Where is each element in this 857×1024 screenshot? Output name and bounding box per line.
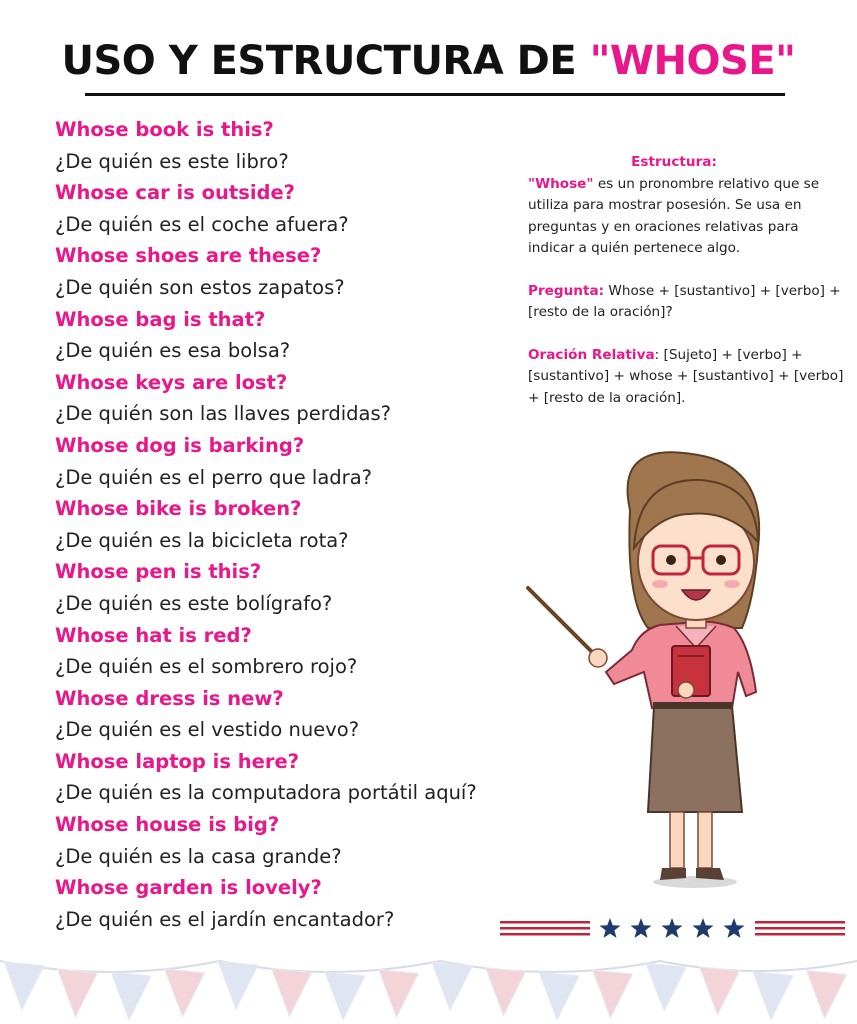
example-question: Whose keys are lost? — [55, 370, 288, 394]
question-label: Pregunta: — [528, 282, 605, 299]
structure-panel — [528, 152, 846, 409]
example-translation: ¿De quién es este bolígrafo? — [55, 591, 333, 615]
example-translation: ¿De quién es el vestido nuevo? — [55, 718, 360, 742]
bunting-flag — [807, 971, 847, 1019]
bunting-flag — [379, 969, 419, 1017]
bunting-flag — [646, 963, 686, 1011]
bunting-flag — [432, 962, 472, 1010]
star-icon — [724, 918, 745, 938]
bunting-flag — [539, 972, 579, 1020]
example-translation: ¿De quién es el coche afuera? — [55, 212, 349, 236]
stars-divider — [500, 912, 845, 946]
example-translation: ¿De quién es el jardín encantador? — [55, 907, 395, 931]
structure-heading: Estructura: — [631, 154, 717, 170]
example-question: Whose hat is red? — [55, 623, 252, 647]
star-icon — [662, 918, 683, 938]
example-translation: ¿De quién son las llaves perdidas? — [55, 402, 392, 426]
example-question: Whose shoes are these? — [55, 244, 322, 268]
structure-question — [528, 281, 846, 324]
star-icon — [600, 918, 621, 938]
intro-text: es un pronombre relativo que se utiliza para mostrar posesión. Se usa en preguntas y en oraciones relativas para indicar a quién pertenece algo. — [528, 175, 820, 256]
structure-intro — [528, 174, 846, 260]
title-highlight: "WHOSE" — [589, 38, 796, 84]
bunting-flag — [325, 972, 365, 1020]
example-question: Whose bag is that? — [55, 307, 266, 331]
example-translation: ¿De quién es la computadora portátil aquí? — [55, 781, 477, 805]
bunting-flag — [165, 969, 205, 1017]
example-question: Whose bike is broken? — [55, 497, 302, 521]
title-underline — [85, 93, 785, 96]
example-translation: ¿De quién es la bicicleta rota? — [55, 528, 349, 552]
bunting-flag — [58, 969, 98, 1017]
bunting-flag — [272, 968, 312, 1016]
bunting-flags — [0, 955, 857, 1024]
example-question: Whose car is outside? — [55, 181, 295, 205]
intro-term: "Whose" — [528, 175, 594, 192]
example-translation: ¿De quién es esa bolsa? — [55, 339, 291, 363]
bunting-flag — [486, 968, 526, 1016]
star-icon — [631, 918, 652, 938]
example-translation: ¿De quién es el sombrero rojo? — [55, 655, 358, 679]
bunting-flag — [4, 962, 44, 1010]
relative-text: : [Sujeto] + [verbo] + [sustantivo] + whose + [sustantivo] + [verbo] + [resto de la oración]. — [528, 346, 844, 406]
example-question: Whose laptop is here? — [55, 749, 300, 773]
bunting-flag — [111, 972, 151, 1020]
star-icon — [693, 918, 714, 938]
example-translation: ¿De quién es el perro que ladra? — [55, 465, 372, 489]
teacher-illustration — [520, 450, 780, 895]
question-text: Whose + [sustantivo] + [verbo] + [resto de la oración]? — [528, 282, 841, 320]
example-question: Whose pen is this? — [55, 560, 262, 584]
example-question: Whose dress is new? — [55, 686, 284, 710]
example-translation: ¿De quién es la casa grande? — [55, 844, 342, 868]
examples-list — [55, 114, 525, 935]
example-translation: ¿De quién es este libro? — [55, 149, 289, 173]
title-prefix: USO Y ESTRUCTURA DE — [61, 38, 590, 84]
example-question: Whose dog is barking? — [55, 433, 305, 457]
relative-label: Oración Relativa — [528, 346, 655, 363]
example-question: Whose garden is lovely? — [55, 876, 322, 900]
bunting-flag — [593, 970, 633, 1018]
bunting-flag — [218, 961, 258, 1009]
example-question: Whose house is big? — [55, 813, 280, 837]
page-title — [0, 38, 857, 84]
bunting-flag — [700, 967, 740, 1015]
structure-relative — [528, 345, 846, 410]
example-translation: ¿De quién son estos zapatos? — [55, 275, 345, 299]
example-question: Whose book is this? — [55, 118, 274, 141]
bunting-flag — [753, 972, 793, 1020]
